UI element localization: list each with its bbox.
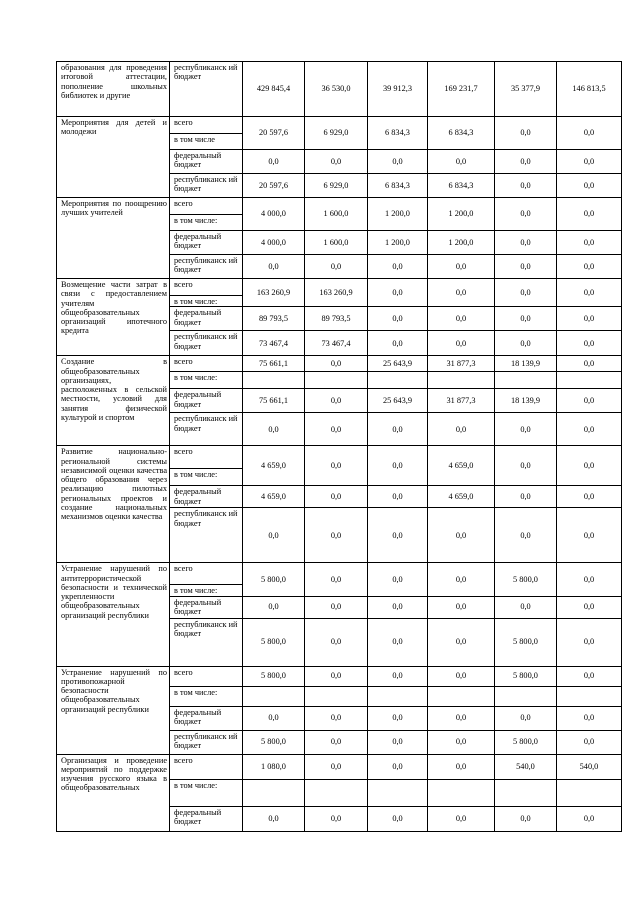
value-cell: 6 929,0: [305, 174, 368, 198]
value-cell: 0,0: [557, 331, 622, 356]
value-cell: 4 659,0: [243, 486, 305, 508]
funding-source: всего: [170, 279, 243, 296]
value-cell: 0,0: [495, 279, 557, 307]
funding-source: в том числе:: [170, 779, 243, 806]
table-row: [57, 117, 622, 134]
value-cell: 0,0: [305, 754, 368, 779]
value-cell: 540,0: [495, 754, 557, 779]
value-cell: [428, 686, 495, 706]
value-cell: 0,0: [368, 666, 428, 686]
value-cell: [557, 686, 622, 706]
value-cell: 0,0: [368, 596, 428, 618]
value-cell: 18 139,9: [495, 356, 557, 372]
value-cell: 1 080,0: [243, 754, 305, 779]
value-cell: 0,0: [428, 331, 495, 356]
value-cell: 0,0: [305, 666, 368, 686]
value-cell: [368, 779, 428, 806]
value-cell: 73 467,4: [305, 331, 368, 356]
value-cell: 0,0: [368, 446, 428, 486]
value-cell: 1 200,0: [428, 198, 495, 231]
value-cell: 0,0: [495, 150, 557, 174]
funding-source: в том числе: [170, 134, 243, 150]
value-cell: 6 834,3: [428, 174, 495, 198]
value-cell: 0,0: [557, 150, 622, 174]
funding-source: федеральный бюджет: [170, 389, 243, 413]
value-cell: 0,0: [557, 618, 622, 666]
value-cell: 5 800,0: [243, 730, 305, 754]
value-cell: 0,0: [428, 618, 495, 666]
value-cell: 0,0: [557, 508, 622, 563]
funding-source: всего: [170, 666, 243, 686]
value-cell: 0,0: [305, 508, 368, 563]
funding-source: республиканск ий бюджет: [170, 730, 243, 754]
value-cell: 0,0: [305, 563, 368, 596]
value-cell: [368, 686, 428, 706]
value-cell: 6 834,3: [368, 117, 428, 150]
value-cell: 0,0: [305, 706, 368, 730]
value-cell: 5 800,0: [243, 563, 305, 596]
value-cell: 146 813,5: [557, 62, 622, 117]
value-cell: 0,0: [305, 486, 368, 508]
value-cell: 20 597,6: [243, 174, 305, 198]
value-cell: 4 000,0: [243, 198, 305, 231]
value-cell: 0,0: [305, 255, 368, 279]
table-row: [57, 279, 622, 296]
value-cell: 163 260,9: [305, 279, 368, 307]
value-cell: 31 877,3: [428, 389, 495, 413]
value-cell: 0,0: [428, 307, 495, 331]
value-cell: 0,0: [368, 730, 428, 754]
value-cell: 1 200,0: [368, 231, 428, 255]
value-cell: 0,0: [495, 198, 557, 231]
value-cell: 0,0: [368, 307, 428, 331]
value-cell: 0,0: [368, 486, 428, 508]
value-cell: 0,0: [305, 389, 368, 413]
funding-source: республиканск ий бюджет: [170, 331, 243, 356]
value-cell: 75 661,1: [243, 356, 305, 372]
value-cell: 39 912,3: [368, 62, 428, 117]
value-cell: 163 260,9: [243, 279, 305, 307]
value-cell: 4 659,0: [428, 446, 495, 486]
value-cell: 0,0: [495, 508, 557, 563]
value-cell: 0,0: [495, 331, 557, 356]
value-cell: 0,0: [243, 806, 305, 831]
value-cell: [305, 779, 368, 806]
funding-source: в том числе:: [170, 215, 243, 231]
value-cell: 0,0: [495, 596, 557, 618]
value-cell: 0,0: [368, 508, 428, 563]
value-cell: 0,0: [368, 279, 428, 307]
value-cell: 0,0: [243, 596, 305, 618]
table-row: [57, 356, 622, 372]
funding-source: в том числе:: [170, 686, 243, 706]
value-cell: 5 800,0: [243, 666, 305, 686]
value-cell: [428, 372, 495, 389]
value-cell: [495, 686, 557, 706]
value-cell: [495, 779, 557, 806]
value-cell: 0,0: [557, 356, 622, 372]
value-cell: 36 530,0: [305, 62, 368, 117]
value-cell: 0,0: [495, 413, 557, 446]
value-cell: 89 793,5: [305, 307, 368, 331]
value-cell: 20 597,6: [243, 117, 305, 150]
value-cell: 5 800,0: [495, 618, 557, 666]
value-cell: 4 000,0: [243, 231, 305, 255]
activity-description: Устранение нарушений по противопожарной безопасности общеобразовательных организаций республики: [57, 666, 170, 754]
value-cell: 1 600,0: [305, 198, 368, 231]
value-cell: 0,0: [495, 706, 557, 730]
value-cell: 0,0: [428, 806, 495, 831]
value-cell: 0,0: [305, 618, 368, 666]
activity-description: образования для проведения итоговой аттестации, пополнение школьных библиотек и другие: [57, 62, 170, 117]
value-cell: 0,0: [368, 563, 428, 596]
value-cell: 0,0: [368, 618, 428, 666]
value-cell: 0,0: [428, 754, 495, 779]
value-cell: 540,0: [557, 754, 622, 779]
budget-table: [56, 61, 622, 832]
value-cell: 0,0: [243, 508, 305, 563]
funding-source: федеральный бюджет: [170, 150, 243, 174]
value-cell: 1 600,0: [305, 231, 368, 255]
value-cell: 4 659,0: [428, 486, 495, 508]
value-cell: 0,0: [305, 413, 368, 446]
value-cell: 0,0: [243, 413, 305, 446]
value-cell: [243, 686, 305, 706]
funding-source: всего: [170, 117, 243, 134]
value-cell: 0,0: [557, 255, 622, 279]
table-row: [57, 666, 622, 686]
value-cell: [428, 779, 495, 806]
value-cell: 0,0: [557, 389, 622, 413]
value-cell: 0,0: [368, 413, 428, 446]
value-cell: 6 929,0: [305, 117, 368, 150]
value-cell: 5 800,0: [243, 618, 305, 666]
funding-source: всего: [170, 754, 243, 779]
value-cell: 0,0: [557, 413, 622, 446]
value-cell: 0,0: [557, 446, 622, 486]
funding-source: федеральный бюджет: [170, 307, 243, 331]
value-cell: 75 661,1: [243, 389, 305, 413]
value-cell: 429 845,4: [243, 62, 305, 117]
funding-source: в том числе:: [170, 469, 243, 486]
value-cell: 169 231,7: [428, 62, 495, 117]
value-cell: 1 200,0: [428, 231, 495, 255]
funding-source: в том числе:: [170, 585, 243, 596]
value-cell: 0,0: [305, 730, 368, 754]
value-cell: 0,0: [428, 508, 495, 563]
value-cell: [557, 372, 622, 389]
value-cell: 0,0: [428, 706, 495, 730]
value-cell: 0,0: [557, 279, 622, 307]
value-cell: 0,0: [557, 486, 622, 508]
value-cell: 25 643,9: [368, 356, 428, 372]
value-cell: 0,0: [368, 331, 428, 356]
value-cell: 0,0: [305, 596, 368, 618]
funding-source: в том числе:: [170, 296, 243, 307]
value-cell: 0,0: [495, 174, 557, 198]
value-cell: 0,0: [557, 706, 622, 730]
value-cell: 0,0: [495, 231, 557, 255]
value-cell: 0,0: [243, 150, 305, 174]
value-cell: 0,0: [557, 806, 622, 831]
value-cell: 0,0: [428, 563, 495, 596]
funding-source: федеральный бюджет: [170, 596, 243, 618]
value-cell: 0,0: [495, 117, 557, 150]
value-cell: 0,0: [557, 307, 622, 331]
value-cell: 0,0: [428, 730, 495, 754]
value-cell: 89 793,5: [243, 307, 305, 331]
value-cell: 0,0: [495, 307, 557, 331]
value-cell: 0,0: [305, 446, 368, 486]
table-row: [57, 198, 622, 215]
value-cell: 0,0: [428, 666, 495, 686]
value-cell: 0,0: [368, 806, 428, 831]
value-cell: 0,0: [557, 730, 622, 754]
table-row: [57, 754, 622, 779]
value-cell: 0,0: [428, 150, 495, 174]
value-cell: 0,0: [243, 706, 305, 730]
funding-source: всего: [170, 356, 243, 372]
value-cell: 0,0: [557, 117, 622, 150]
value-cell: [495, 372, 557, 389]
value-cell: 4 659,0: [243, 446, 305, 486]
value-cell: 5 800,0: [495, 666, 557, 686]
value-cell: [305, 372, 368, 389]
activity-description: Мероприятия для детей и молодежи: [57, 117, 170, 198]
activity-description: Организация и проведение мероприятий по поддержке изучения русского языка в общеобразовательных: [57, 754, 170, 831]
value-cell: 0,0: [368, 706, 428, 730]
value-cell: 6 834,3: [428, 117, 495, 150]
value-cell: 5 800,0: [495, 563, 557, 596]
value-cell: [305, 686, 368, 706]
table-row: [57, 563, 622, 585]
value-cell: 0,0: [305, 806, 368, 831]
value-cell: 0,0: [557, 231, 622, 255]
activity-description: Развитие национально-региональной системы независимой оценки качества общего образования через реализацию пилотных региональных проектов и создание национальных механизмов оценки качества: [57, 446, 170, 563]
value-cell: 1 200,0: [368, 198, 428, 231]
funding-source: республиканск ий бюджет: [170, 255, 243, 279]
value-cell: 0,0: [557, 563, 622, 596]
value-cell: [243, 372, 305, 389]
value-cell: 0,0: [557, 174, 622, 198]
value-cell: 25 643,9: [368, 389, 428, 413]
value-cell: 73 467,4: [243, 331, 305, 356]
value-cell: 0,0: [368, 150, 428, 174]
value-cell: 0,0: [368, 255, 428, 279]
value-cell: [557, 779, 622, 806]
value-cell: 0,0: [243, 255, 305, 279]
funding-source: федеральный бюджет: [170, 486, 243, 508]
value-cell: 0,0: [495, 486, 557, 508]
funding-source: республиканск ий бюджет: [170, 62, 243, 117]
value-cell: 6 834,3: [368, 174, 428, 198]
value-cell: [368, 372, 428, 389]
value-cell: 0,0: [495, 806, 557, 831]
value-cell: 0,0: [428, 413, 495, 446]
value-cell: 0,0: [557, 198, 622, 231]
value-cell: 0,0: [557, 596, 622, 618]
funding-source: федеральный бюджет: [170, 231, 243, 255]
value-cell: 0,0: [557, 666, 622, 686]
activity-description: Возмещение части затрат в связи с предоставлением учителям общеобразовательных организаций ипотечного кредита: [57, 279, 170, 356]
value-cell: 0,0: [368, 754, 428, 779]
value-cell: 0,0: [428, 279, 495, 307]
funding-source: республиканск ий бюджет: [170, 508, 243, 563]
value-cell: 0,0: [305, 356, 368, 372]
funding-source: республиканск ий бюджет: [170, 174, 243, 198]
value-cell: [243, 779, 305, 806]
value-cell: 0,0: [428, 255, 495, 279]
activity-description: Создание в общеобразовательных организациях, расположенных в сельской местности, условий для занятия физической культурой и спортом: [57, 356, 170, 446]
value-cell: 0,0: [495, 255, 557, 279]
value-cell: 31 877,3: [428, 356, 495, 372]
value-cell: 0,0: [495, 446, 557, 486]
funding-source: федеральный бюджет: [170, 706, 243, 730]
value-cell: 35 377,9: [495, 62, 557, 117]
funding-source: всего: [170, 563, 243, 585]
value-cell: 0,0: [305, 150, 368, 174]
funding-source: республиканск ий бюджет: [170, 413, 243, 446]
funding-source: всего: [170, 446, 243, 469]
activity-description: Мероприятия по поощрению лучших учителей: [57, 198, 170, 279]
funding-source: всего: [170, 198, 243, 215]
funding-source: республиканск ий бюджет: [170, 618, 243, 666]
activity-description: Устранение нарушений по антитеррористической безопасности и технической укрепленности общеобразовательных организаций республики: [57, 563, 170, 666]
value-cell: 0,0: [428, 596, 495, 618]
value-cell: 5 800,0: [495, 730, 557, 754]
funding-source: федеральный бюджет: [170, 806, 243, 831]
table-row: [57, 62, 622, 117]
table-row: [57, 446, 622, 469]
value-cell: 18 139,9: [495, 389, 557, 413]
funding-source: в том числе:: [170, 372, 243, 389]
